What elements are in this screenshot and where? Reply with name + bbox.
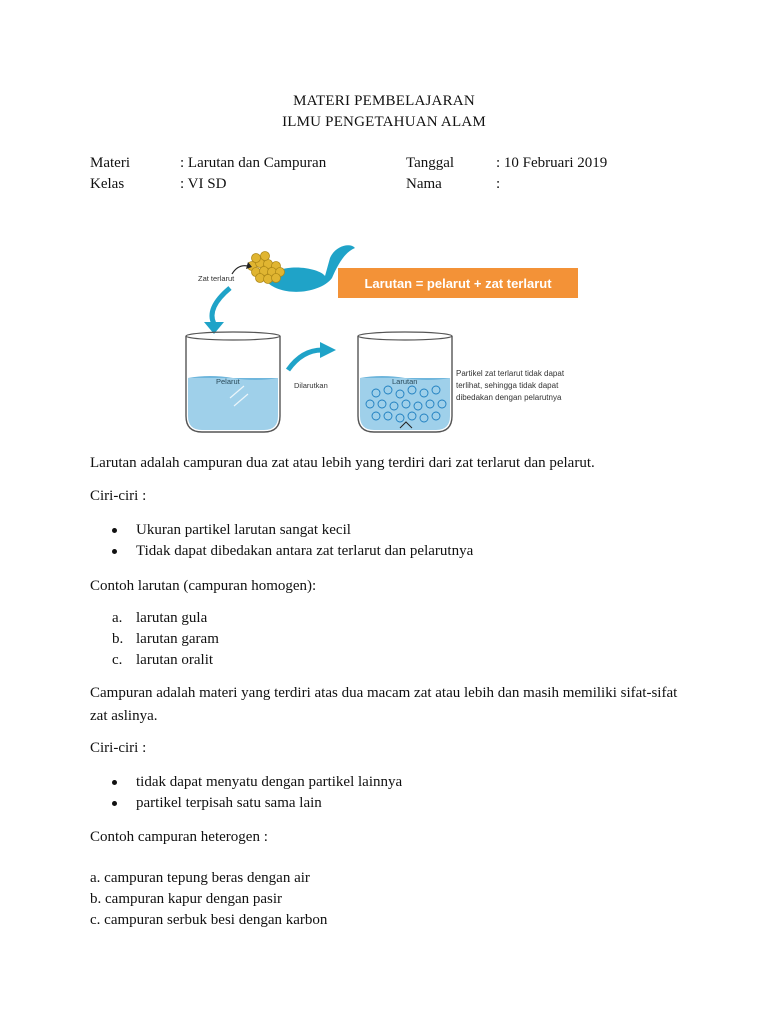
figure-caption-line1: Partikel zat terlarut tidak dapat <box>456 369 565 378</box>
pointer-arrow-icon <box>232 266 248 274</box>
tanggal-label: Tanggal <box>406 155 455 171</box>
pelarut-label: Pelarut <box>216 377 240 386</box>
kelas-value: : VI SD <box>180 176 227 192</box>
document-title-line2: ILMU PENGETAHUAN ALAM <box>282 114 486 130</box>
list-item: partikel terpisah satu sama lain <box>90 793 402 814</box>
list-item: Ukuran partikel larutan sangat kecil <box>90 520 473 541</box>
bullet-icon <box>112 549 117 554</box>
list-item: Tidak dapat dibedakan antara zat terlarut dan pelarutnya <box>90 541 473 562</box>
campuran-definition-line2: zat aslinya. <box>90 708 158 724</box>
campuran-contoh-heading: Contoh campuran heterogen : <box>90 829 268 845</box>
nama-value: : <box>496 176 501 192</box>
campuran-definition-line1: Campuran adalah materi yang terdiri atas dua macam zat atau lebih dan masih memiliki sifat-sifat <box>90 685 678 701</box>
larutan-label: Larutan <box>392 377 418 386</box>
dilarutkan-label: Dilarutkan <box>294 381 328 390</box>
solution-illustration <box>170 238 600 448</box>
list-item: c. campuran serbuk besi dengan karbon <box>90 912 328 928</box>
solute-beads-icon <box>248 252 285 284</box>
materi-label: Materi <box>90 155 130 171</box>
bullet-icon <box>112 801 117 806</box>
campuran-contoh-list <box>90 868 327 931</box>
nama-label: Nama <box>406 176 442 192</box>
document-page: MATERI PEMBELAJARAN ILMU PENGETAHUAN ALAM Materi : Larutan dan Campuran Tanggal : 10 Februari 2019 Kelas : VI SD Nama : Zat terlarut Larutan = pelarut + zat terlarut Pelarut Dilarutkan Larutan Partikel zat terlarut tidak dapat terlihat, sehingga tidak dapat dibedakan dengan pelarutnya Larutan adalah campuran dua zat atau lebih yang terdiri dari zat terlarut dan pelarut. Ciri-ciri : Ukuran partikel larutan sangat kecil Tidak dapat dibedakan antara zat terlarut dan pelarutnya Contoh larutan (campuran homogen): a. larutan gula b. larutan garam c. larutan oralit Campuran adalah materi yang terdiri atas dua macam zat atau lebih dan masih memiliki sifat-sifat zat aslinya. Ciri-ciri : tidak dapat menyatu dengan partikel lainnya partikel terpisah satu sama lain Contoh campuran heterogen : a. campuran tepung beras dengan air b. campuran kapur dengan pasir c. campuran serbuk besi dengan karbon <box>0 0 768 1024</box>
dissolve-arrow-icon <box>288 350 322 370</box>
bullet-icon <box>112 780 117 785</box>
equation-banner-text: Larutan = pelarut + zat terlarut <box>364 276 552 291</box>
campuran-ciri-heading: Ciri-ciri : <box>90 740 147 756</box>
zat-terlarut-label: Zat terlarut <box>198 274 235 283</box>
larutan-ciri-heading: Ciri-ciri : <box>90 488 147 504</box>
figure-caption-line2: terlihat, sehingga tidak dapat <box>456 381 559 390</box>
larutan-definition: Larutan adalah campuran dua zat atau lebih yang terdiri dari zat terlarut dan pelarut. <box>90 455 595 471</box>
figure-caption-line3: dibedakan dengan pelarutnya <box>456 393 562 402</box>
materi-value: : Larutan dan Campuran <box>180 155 327 171</box>
dissolve-arrowhead-icon <box>320 342 336 358</box>
list-item: b. campuran kapur dengan pasir <box>90 891 283 907</box>
larutan-ciri-list <box>90 520 473 562</box>
list-item: a. campuran tepung beras dengan air <box>90 870 310 886</box>
larutan-contoh-heading: Contoh larutan (campuran homogen): <box>90 578 317 594</box>
tanggal-value: : 10 Februari 2019 <box>496 155 608 171</box>
document-title-line1: MATERI PEMBELAJARAN <box>293 93 475 109</box>
pour-arrow-icon <box>212 288 230 324</box>
kelas-label: Kelas <box>90 176 125 192</box>
bullet-icon <box>112 528 117 533</box>
list-item: tidak dapat menyatu dengan partikel lainnya <box>90 772 402 793</box>
campuran-ciri-list <box>90 772 402 814</box>
